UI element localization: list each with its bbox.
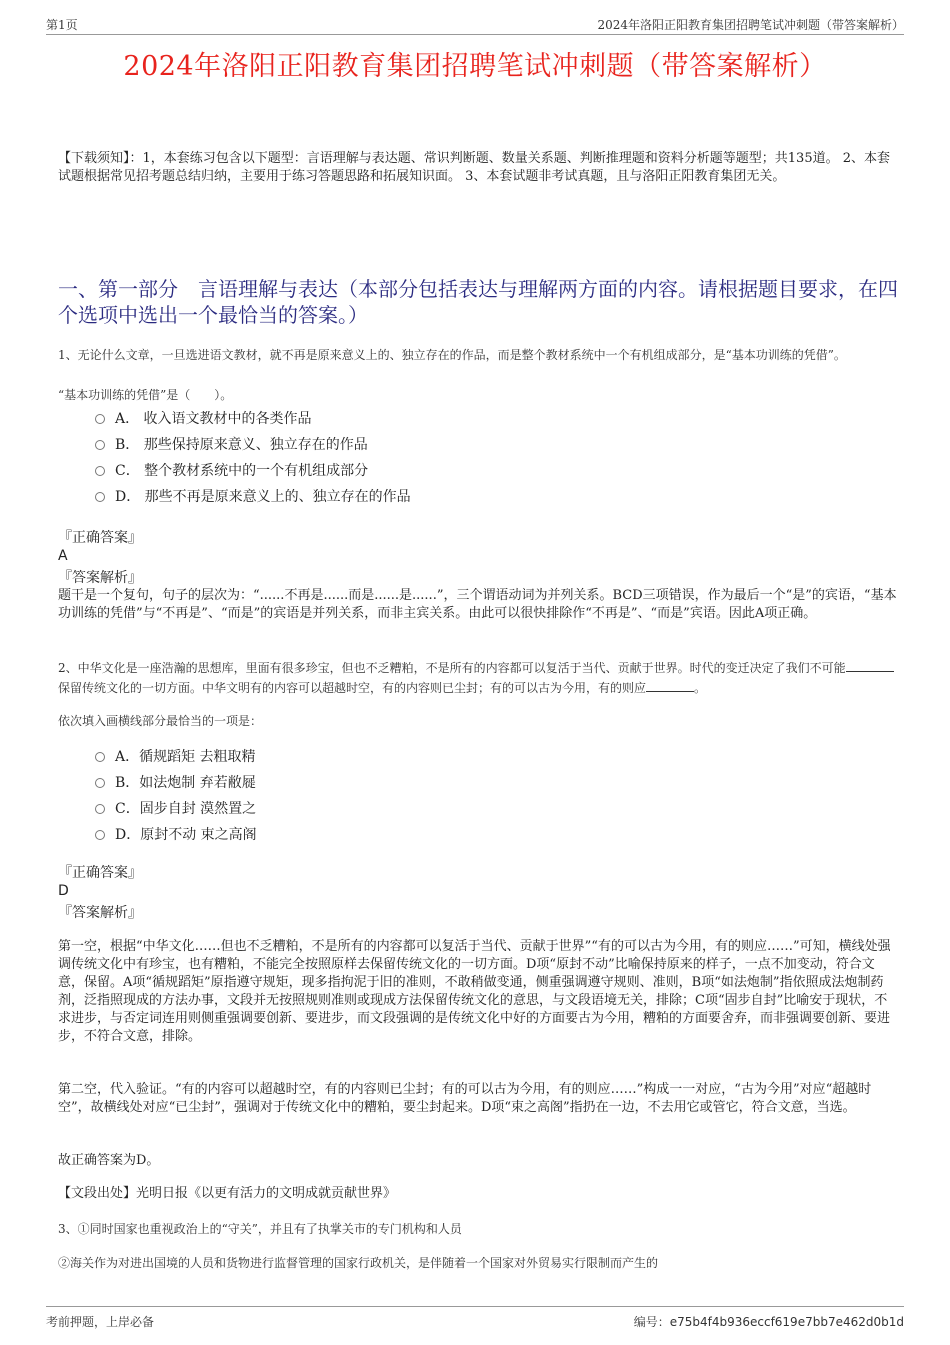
q2-source: 【文段出处】光明日报《以更有活力的文明成就贡献世界》: [58, 1186, 397, 1201]
q1-stem: 1、无论什么文章，一旦选进语文教材，就不再是原来意义上的、独立存在的作品，而是整个教材系统中一个有机组成部分，是“基本功训练的凭借”。: [58, 348, 846, 362]
q2-analysis-paragraph-2: 第二空，代入验证。“有的内容可以超越时空，有的内容则已尘封；有的可以古为今用，有的则应……”构成一一对应，“古为今用”对应“超越时空”，故横线处对应“已尘封”，强调对于传统文化中的糟粕，要尘封起来。D项“束之高阁”指扔在一边，不去用它或管它，符合文意，当选。: [58, 1082, 872, 1115]
radio-icon[interactable]: [95, 830, 105, 840]
q1-option-a[interactable]: A． 收入语文教材中的各类作品: [95, 409, 312, 429]
q1-option-d[interactable]: D． 那些不再是原来意义上的、独立存在的作品: [95, 487, 411, 507]
page-footer: [46, 1306, 904, 1331]
blank-line: [846, 659, 894, 672]
q2-instruction: 依次填入画横线部分最恰当的一项是：: [58, 714, 263, 728]
download-notice: 【下载须知】：1，本套练习包含以下题型：言语理解与表达题、常识判断题、数量关系题、判断推理题和资料分析题等题型；共135道。 2、本套试题根据常见招考题总结归纳，主要用于练习答题思路和拓展知识面。 3、本套试题非考试真题，且与洛阳正阳教育集团无关。: [58, 151, 890, 184]
header-doc-title: 2024年洛阳正阳教育集团招聘笔试冲刺题（带答案解析）: [597, 18, 904, 32]
q1-question: “基本功训练的凭借”是（ ）。: [58, 388, 233, 402]
q2-option-d[interactable]: D．原封不动 束之高阁: [95, 825, 257, 845]
radio-icon[interactable]: [95, 778, 105, 788]
q2-conclusion: 故正确答案为D。: [58, 1153, 160, 1168]
radio-icon[interactable]: [95, 414, 105, 424]
document-code: 编号：e75b4f4b936eccf619e7bb7e462d0b1d: [633, 1315, 904, 1329]
q1-option-c[interactable]: C． 整个教材系统中的一个有机组成部分: [95, 461, 368, 481]
q1-option-b[interactable]: B． 那些保持原来意义、独立存在的作品: [95, 435, 368, 455]
section-heading: 一、第一部分 言语理解与表达（本部分包括表达与理解两方面的内容。请根据题目要求，在四个选项中选出一个最恰当的答案。）: [58, 277, 898, 327]
q1-answer: A: [58, 548, 68, 564]
q1-analysis: 题干是一个复句，句子的层次为：“......不再是......而是......是......”，三个谓语动词为并列关系。BCD三项错误，作为最后一个“是”的宾语，“基本功训练的凭借”与“不再是”、“而是”的宾语是并列关系，而非主宾关系。由此可以很快排除作“不再是”、“而是”宾语。因此A项正确。: [58, 588, 897, 621]
radio-icon[interactable]: [95, 466, 105, 476]
footer-slogan: 考前押题，上岸必备: [46, 1315, 155, 1329]
radio-icon[interactable]: [95, 804, 105, 814]
page-header: [46, 14, 904, 35]
document-title: 2024年洛阳正阳教育集团招聘笔试冲刺题（带答案解析）: [123, 51, 827, 82]
blank-line: [646, 679, 694, 692]
q2-analysis-paragraph-1: 第一空，根据“中华文化……但也不乏糟粕，不是所有的内容都可以复活于当代、贡献于世界”“有的可以古为今用，有的则应……”可知，横线处强调传统文化中有珍宝，也有糟粕，不能完全按照原样去保留传统文化的一切方面。D项“原封不动”比喻保持原来的样子，一点不加变动，符合文意，保留。A项“循规蹈矩”原指遵守规矩，现多指拘泥于旧的准则，不敢稍做变通，侧重强调遵守规则、准则，B项“如法炮制”指依照成法炮制药剂，泛指照现成的方法办事，文段并无按照规则准则或现成方法保留传统文化的意思，与文段语境无关，排除；C项“固步自封”比喻安于现状，不求进步，与否定词连用则侧重强调要创新、要进步，而文段强调的是传统文化中好的方面要古为今用，糟粕的方面要舍弃，而非强调要创新、要进步，不符合文意，排除。: [58, 939, 891, 1044]
q2-option-c[interactable]: C．固步自封 漠然置之: [95, 799, 256, 819]
q3-line-1: 3、①同时国家也重视政治上的“守关”，并且有了执掌关市的专门机构和人员: [58, 1222, 462, 1236]
q2-answer-label: 『正确答案』: [58, 865, 142, 881]
q2-option-b[interactable]: B．如法炮制 弃若敝屣: [95, 773, 256, 793]
radio-icon[interactable]: [95, 752, 105, 762]
q3-line-2: ②海关作为对进出国境的人员和货物进行监督管理的国家行政机关，是伴随着一个国家对外贸易实行限制而产生的: [58, 1256, 659, 1270]
q1-analysis-label: 『答案解析』: [58, 570, 142, 586]
q2-answer: D: [58, 883, 69, 899]
radio-icon[interactable]: [95, 440, 105, 450]
radio-icon[interactable]: [95, 492, 105, 502]
q1-answer-label: 『正确答案』: [58, 530, 142, 546]
q2-stem: 2、中华文化是一座浩瀚的思想库，里面有很多珍宝，但也不乏糟粕，不是所有的内容都可以复活于当代、贡献于世界。时代的变迁决定了我们不可能保留传统文化的一切方面。中华文明有的内容可以超越时空，有的内容则已尘封；有的可以古为今用，有的则应 。: [58, 658, 898, 698]
q2-option-a[interactable]: A．循规蹈矩 去粗取精: [95, 747, 256, 767]
page-number: 第1页: [46, 18, 78, 32]
q2-analysis-label: 『答案解析』: [58, 905, 142, 921]
